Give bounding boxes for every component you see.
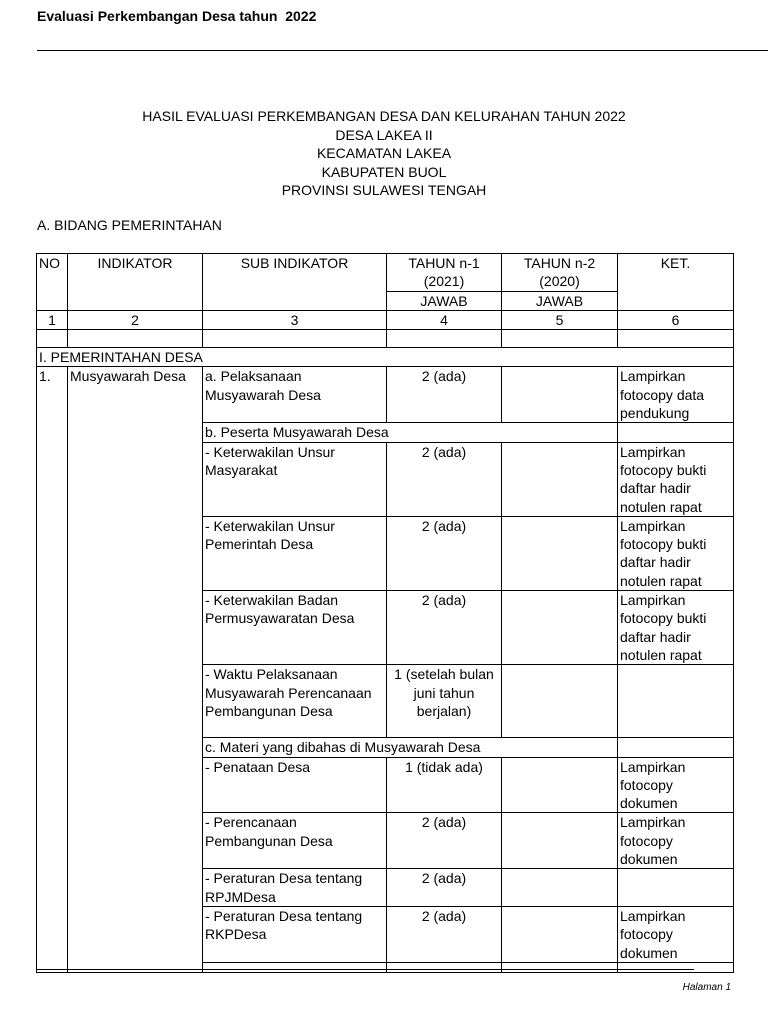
tahun-n1-cell: 2 (ada) xyxy=(387,367,502,423)
empty-cell xyxy=(502,962,618,972)
tahun-n2-cell xyxy=(502,367,618,423)
header-tahun-n2-year: (2020) xyxy=(539,273,580,290)
section-heading: A. BIDANG PEMERINTAHAN xyxy=(37,217,222,233)
column-number: 5 xyxy=(502,310,618,329)
empty-cell xyxy=(203,962,387,972)
sub-indikator-cell: - Waktu Pelaksanaan Musyawarah Perencanaan Pembangunan Desa xyxy=(203,665,387,738)
header-tahun-n1-label: TAHUN n-1 xyxy=(408,255,480,271)
header-tahun-n1-year: (2021) xyxy=(423,273,465,290)
column-number: 3 xyxy=(203,310,387,329)
report-title-block xyxy=(0,107,768,200)
tahun-n2-cell xyxy=(502,442,618,516)
ket-cell: Lampirkan fotocopy dokumen xyxy=(618,813,734,869)
ket-cell: Lampirkan fotocopy bukti daftar hadir notulen rapat xyxy=(618,516,734,590)
village-name: DESA LAKEA II xyxy=(335,126,433,143)
table-row xyxy=(37,367,734,423)
spacer-row xyxy=(37,330,734,348)
indikator-cell: Musyawarah Desa xyxy=(68,367,203,972)
tahun-n1-cell: 2 (ada) xyxy=(387,906,502,962)
district-name: KECAMATAN LAKEA xyxy=(316,145,452,161)
tahun-n2-cell xyxy=(502,757,618,813)
sub-indikator-cell: - Keterwakilan Unsur Pemerintah Desa xyxy=(203,516,387,590)
header-jawab-n1: JAWAB xyxy=(387,291,502,310)
tahun-n1-cell: 2 (ada) xyxy=(387,516,502,590)
tahun-n1-cell: 2 (ada) xyxy=(387,869,502,907)
subgroup-heading: c. Materi yang dibahas di Musyawarah Desa xyxy=(203,738,618,757)
row-number: 1. xyxy=(37,367,68,972)
header-jawab-n2: JAWAB xyxy=(502,291,618,310)
tahun-n2-cell xyxy=(502,869,618,907)
sub-indikator-cell: - Perencanaan Pembangunan Desa xyxy=(203,813,387,869)
tahun-n1-cell: 2 (ada) xyxy=(387,591,502,665)
tahun-n2-cell xyxy=(502,591,618,665)
column-number: 4 xyxy=(387,310,502,329)
tahun-n1-cell: 1 (tidak ada) xyxy=(387,757,502,813)
ket-cell: Lampirkan fotocopy dokumen xyxy=(618,906,734,962)
sub-indikator-cell: - Keterwakilan Unsur Masyarakat xyxy=(203,442,387,516)
sub-indikator-cell: - Keterwakilan Badan Permusyawaratan Desa xyxy=(203,591,387,665)
tahun-n2-cell xyxy=(502,665,618,738)
ket-cell xyxy=(618,665,734,738)
ket-cell: Lampirkan fotocopy bukti daftar hadir notulen rapat xyxy=(618,442,734,516)
subgroup-heading: b. Peserta Musyawarah Desa xyxy=(203,423,618,442)
group-heading: I. PEMERINTAHAN DESA xyxy=(37,348,734,367)
ket-cell: Lampirkan fotocopy data pendukung xyxy=(618,367,734,423)
sub-indikator-cell: a. Pelaksanaan Musyawarah Desa xyxy=(203,367,387,423)
header-tahun-n1 xyxy=(387,254,502,292)
column-number: 1 xyxy=(37,310,68,329)
ket-cell: Lampirkan fotocopy dokumen xyxy=(618,757,734,813)
tahun-n2-cell xyxy=(502,813,618,869)
ket-cell: Lampirkan fotocopy bukti daftar hadir notulen rapat xyxy=(618,591,734,665)
ket-cell xyxy=(618,738,734,757)
empty-cell xyxy=(387,962,502,972)
column-number-row xyxy=(37,310,734,329)
evaluation-table xyxy=(36,253,734,973)
empty-cell xyxy=(618,962,734,972)
header-divider xyxy=(37,50,768,51)
header-sub-indikator: SUB INDIKATOR xyxy=(203,254,387,311)
document-header-title: Evaluasi Perkembangan Desa tahun 2022 xyxy=(37,8,317,24)
page-number: Halaman 1 xyxy=(682,982,731,993)
regency-name: KABUPATEN BUOL xyxy=(321,163,447,180)
ket-cell xyxy=(618,423,734,442)
header-tahun-n2-label: TAHUN n-2 xyxy=(523,255,596,271)
column-number: 6 xyxy=(618,310,734,329)
tahun-n1-cell: 2 (ada) xyxy=(387,813,502,869)
tahun-n1-cell: 2 (ada) xyxy=(387,442,502,516)
ket-cell xyxy=(618,869,734,907)
tahun-n2-cell xyxy=(502,906,618,962)
report-title-line: HASIL EVALUASI PERKEMBANGAN DESA DAN KELURAHAN TAHUN 2022 xyxy=(142,108,626,124)
column-number: 2 xyxy=(68,310,203,329)
sub-indikator-cell: - Peraturan Desa tentang RKPDesa xyxy=(203,906,387,962)
header-tahun-n2 xyxy=(502,254,618,292)
tahun-n1-cell: 1 (setelah bulan juni tahun berjalan) xyxy=(387,665,502,738)
tahun-n2-cell xyxy=(502,516,618,590)
sub-indikator-cell: - Penataan Desa xyxy=(203,757,387,813)
header-no: NO xyxy=(37,254,68,311)
footer-divider xyxy=(37,969,694,970)
header-indikator: INDIKATOR xyxy=(68,254,203,311)
sub-indikator-cell: - Peraturan Desa tentang RPJMDesa xyxy=(203,869,387,907)
province-name: PROVINSI SULAWESI TENGAH xyxy=(281,182,487,198)
header-ket: KET. xyxy=(618,254,734,311)
